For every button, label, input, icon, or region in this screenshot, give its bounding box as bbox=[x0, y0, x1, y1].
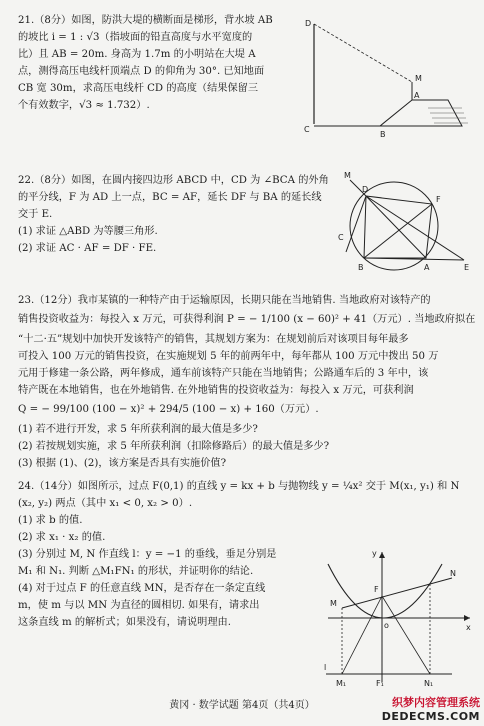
q22-label-c: C bbox=[338, 233, 344, 242]
q22-line: 的平分线，F 为 AD 上一点，BC = AF，延长 DF 与 BA 的延长线 bbox=[18, 192, 322, 203]
q21-label-b: B bbox=[380, 130, 386, 139]
q23-line: 元用于修建一条公路，两年修成，通车前该特产只能在当地销售；公路通车后的 3 年中，该 bbox=[18, 368, 429, 379]
q21-line: 的坡比 i = 1 : √3（指坡面的铅直高度与水平宽度的 bbox=[18, 32, 253, 43]
page-footer: 黄冈 · 数学试题 第4页（共4页） bbox=[169, 700, 315, 711]
q24-label-n1: N₁ bbox=[424, 679, 434, 688]
question-21 bbox=[18, 12, 308, 114]
q24-line: 这条直线 m 的解析式；如果没有，请说明理由. bbox=[18, 617, 231, 628]
q21-figure bbox=[300, 12, 472, 142]
watermark-title: 织梦内容管理系统 bbox=[392, 696, 480, 709]
q21-line: 个有效数字，√3 ≈ 1.732）. bbox=[18, 100, 150, 111]
q21-line: 21.（8分）如图，防洪大堤的横断面是梯形，背水坡 AB bbox=[18, 15, 273, 26]
q24-label-o: o bbox=[384, 621, 389, 630]
q24-line: (1) 求 b 的值. bbox=[18, 515, 83, 526]
q24-label-m1: M₁ bbox=[336, 679, 347, 688]
q24-label-x: x bbox=[466, 623, 471, 632]
q23-line: “十二·五”规划中加快开发该特产的销售，其规划方案为：在规划前后对该项目每年最多 bbox=[18, 334, 409, 345]
q21-label-a: A bbox=[414, 91, 420, 100]
q24-label-f: F bbox=[374, 585, 379, 594]
q22-line: 交于 E. bbox=[18, 209, 53, 220]
q24-line: (3) 分别过 M, N 作直线 l：y = −1 的垂线，垂足分别是 bbox=[18, 549, 277, 560]
q21-line: CB 宽 30m，求高压电线杆 CD 的高度（结果保留三 bbox=[18, 83, 259, 94]
q24-label-m: M bbox=[330, 599, 337, 608]
question-22 bbox=[18, 172, 338, 257]
q23-line: 特产既在本地销售，也在外地销售. 在外地销售的投资收益为：每投入 x 万元，可获利润 bbox=[18, 385, 414, 396]
q24-line: (x₂, y₂) 两点（其中 x₁ < 0, x₂ > 0）. bbox=[18, 498, 193, 509]
q21-label-c: C bbox=[304, 125, 310, 134]
q24-line: M₁ 和 N₁. 判断 △M₁FN₁ 的形状，并证明你的结论. bbox=[18, 566, 254, 577]
q22-label-b: B bbox=[358, 263, 364, 272]
q22-label-f: F bbox=[436, 195, 441, 204]
q24-label-n: N bbox=[450, 569, 456, 578]
q24-label-f1: F₁ bbox=[376, 679, 384, 688]
q23-line: 23.（12分）我市某镇的一种特产由于运输原因，长期只能在当地销售. 当地政府对该特产的 bbox=[18, 295, 431, 306]
watermark bbox=[382, 694, 480, 723]
q21-label-m: M bbox=[415, 74, 422, 83]
q22-label-a: A bbox=[424, 263, 430, 272]
q23-line: (2) 若按规划实施，求 5 年所获利润（扣除修路后）的最大值是多少? bbox=[18, 441, 330, 452]
q23-line: 销售投资收益为：每投入 x 万元，可获得利润 P = − 1/100 (x − 60)² + 41（万元）. 当地政府拟在 bbox=[18, 314, 476, 325]
q23-line: Q = − 99/100 (100 − x)² + 294/5 (100 − x) + 160（万元）. bbox=[18, 404, 319, 415]
q22-line: (2) 求证 AC · AF = DF · FE. bbox=[18, 243, 157, 254]
q24-line: (4) 对于过点 F 的任意直线 MN，是否存在一条定直线 bbox=[18, 583, 266, 594]
watermark-domain: DEDECMS.COM bbox=[381, 710, 480, 723]
q22-label-d: D bbox=[362, 185, 369, 194]
q24-figure bbox=[322, 548, 476, 688]
q24-line: m，使 m 与以 MN 为直径的圆相切. 如果有，请求出 bbox=[18, 600, 260, 611]
q23-line: (1) 若不进行开发，求 5 年所获利润的最大值是多少? bbox=[18, 424, 258, 435]
question-23 bbox=[18, 292, 474, 472]
q24-line: (2) 求 x₁ · x₂ 的值. bbox=[18, 532, 106, 543]
q22-line: (1) 求证 △ABD 为等腰三角形. bbox=[18, 226, 158, 237]
q23-line: 可投入 100 万元的销售投资，在实施规划 5 年的前两年中，每年都从 100 万元中拨出 50 万 bbox=[18, 351, 439, 362]
q21-line: 比）且 AB = 20m. 身高为 1.7m 的小明站在大堤 A bbox=[18, 49, 256, 60]
q24-label-l: l bbox=[324, 663, 327, 672]
q23-line: (3) 根据 (1)、(2)，该方案是否具有实施价值? bbox=[18, 458, 227, 469]
q22-line: 22.（8分）如图，在圆内接四边形 ABCD 中，CD 为 ∠BCA 的外角 bbox=[18, 175, 329, 186]
q22-label-m: M bbox=[344, 171, 351, 180]
q21-line: 点，测得高压电线杆顶端点 D 的仰角为 30°. 已知地面 bbox=[18, 66, 265, 77]
q21-label-d: D bbox=[305, 19, 312, 28]
q22-label-e: E bbox=[464, 263, 470, 272]
q24-label-y: y bbox=[372, 549, 377, 558]
q22-figure bbox=[336, 168, 476, 280]
q24-line: 24.（14分）如图所示，过点 F(0,1) 的直线 y = kx + b 与抛物线 y = ¼x² 交于 M(x₁, y₁) 和 N bbox=[18, 481, 460, 492]
